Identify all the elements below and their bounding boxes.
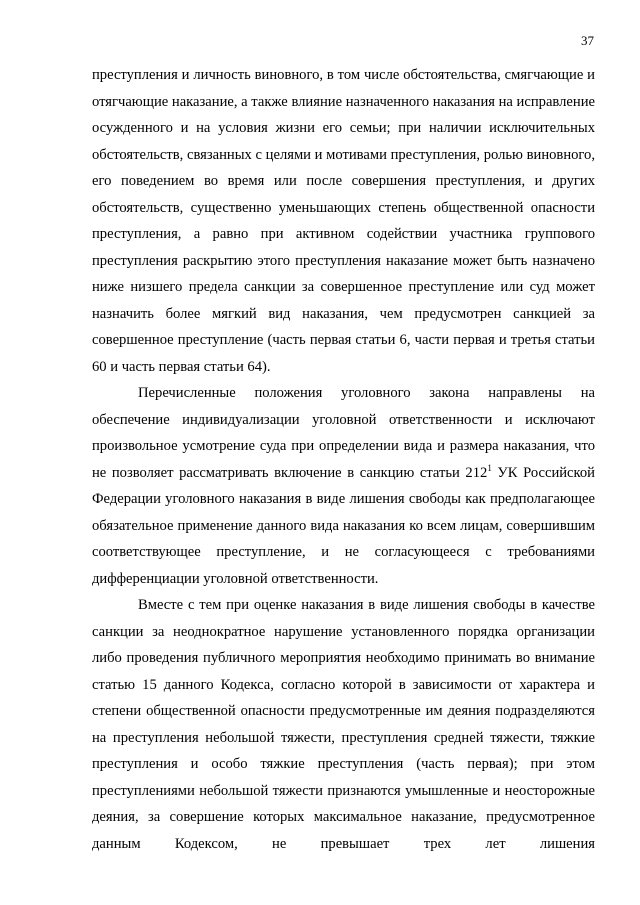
article-superscript: 1 (487, 462, 492, 473)
document-body (92, 62, 595, 857)
page-number: 37 (581, 33, 594, 48)
paragraph-provisions-text-start: Перечисленные положения уголовного закона направлены на обеспечение индивидуализации уголовной ответственности и исключают произвольное усмотрение суда при определении вида и размера наказания, что не позволяет рассматривать включение в санкцию статьи 212 (92, 385, 595, 481)
paragraph-provisions (92, 380, 595, 592)
paragraph-provisions-text-end: УК Российской Федерации уголовного наказания в виде лишения свободы как предполагающее обязательное применение данного вида наказания ко всем лицам, совершившим соответствующее преступление, и не согласующееся с требованиями дифференциации уголовной ответственности. (92, 464, 595, 587)
paragraph-continuation: преступления и личность виновного, в том числе обстоятельства, смягчающие и отягчающие наказание, а также влияние назначенного наказания на исправление осужденного и на условия жизни его семьи; при наличии исключительных обстоятельств, связанных с целями и мотивами преступления, ролью виновного, его поведением во время или после совершения преступления, и других обстоятельств, существенно уменьшающих степень общественной опасности преступления, а равно при активном содействии участника группового преступления раскрытию этого преступления наказание может быть назначено ниже низшего предела санкции за совершенное преступление или суд может назначить более мягкий вид наказания, чем предусмотрен санкцией за совершенное преступление (часть первая статьи 6, части первая и третья статьи 60 и часть первая статьи 64). (92, 67, 595, 375)
paragraph-assessment: Вместе с тем при оценке наказания в виде лишения свободы в качестве санкции за неоднократное нарушение установленного порядка организации либо проведения публичного мероприятия необходимо принимать во внимание статью 15 данного Кодекса, согласно которой в зависимости от характера и степени общественной опасности предусмотренные им деяния подразделяются на преступления небольшой тяжести, преступления средней тяжести, тяжкие преступления и особо тяжкие преступления (часть первая); при этом преступлениями небольшой тяжести признаются умышленные и неосторожные деяния, за совершение которых максимальное наказание, предусмотренное данным Кодексом, не превышает трех лет лишения (92, 597, 595, 852)
